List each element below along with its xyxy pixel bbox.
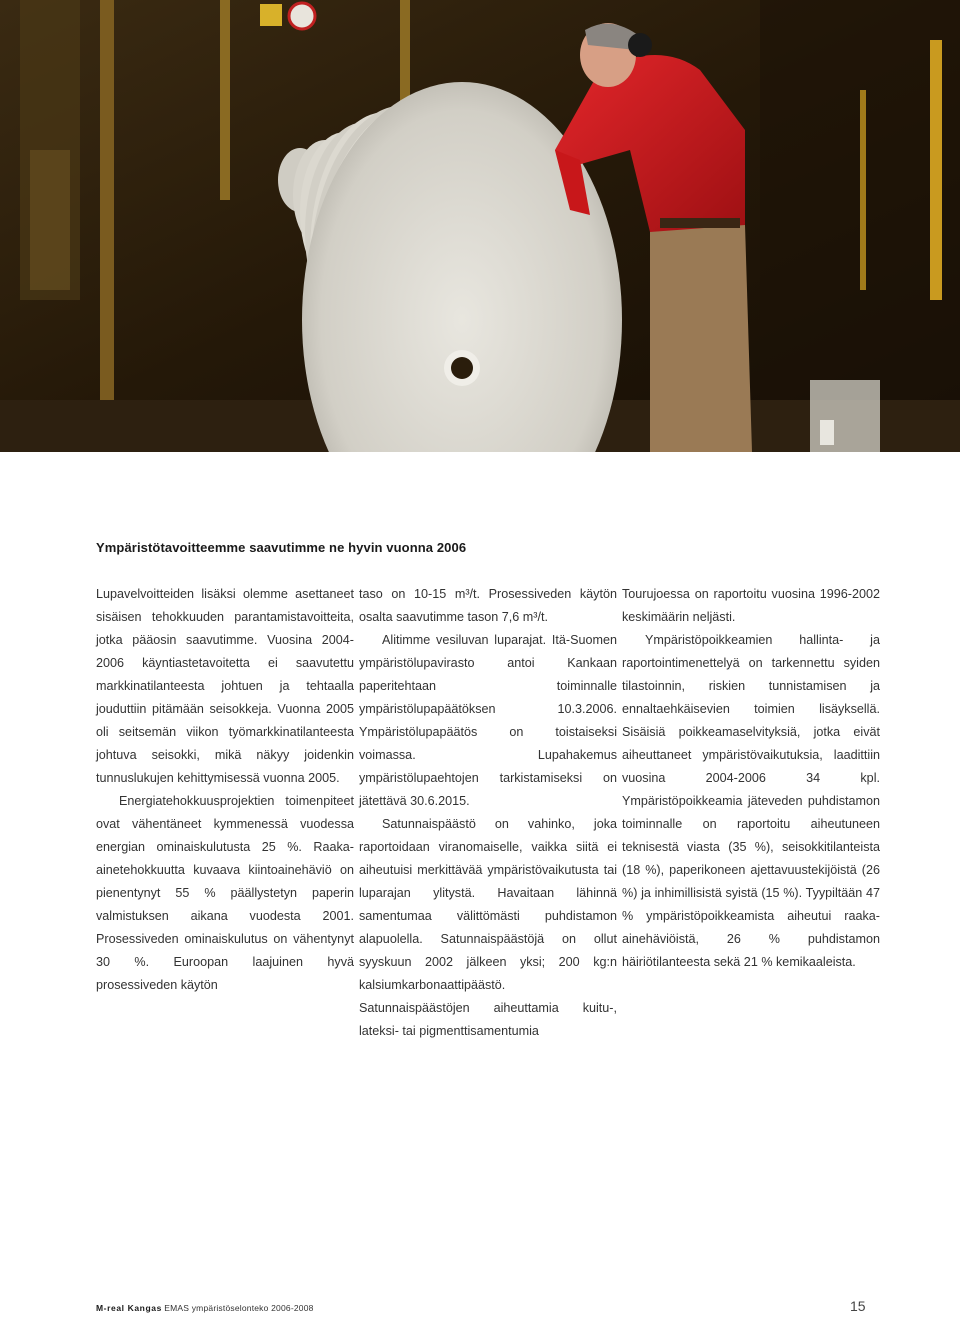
text-column-2: [359, 583, 617, 1043]
paragraph: Alitimme vesiluvan luparajat. Itä-Suomen ympäristölupavirasto antoi Kankaan paperitehtaan toiminnalle ympäristölupapäätöksen 10.3.2006. Ympäristölupapäätös on toistaiseksi voimassa. Lupahakemus ympäristölupaehtojen tarkistamiseksi on jätettävä 30.6.2015.: [359, 633, 617, 808]
cover-photo: [0, 0, 960, 452]
paper-roll-photo-illustration: [0, 0, 960, 452]
paragraph: Lupavelvoitteiden lisäksi olemme asettaneet sisäisen tehokkuuden parantamistavoitteita, jotka pääosin saavutimme. Vuosina 2004-2006 käyntiastetavoitetta ei saavutettu markkinatilanteesta johtuen ja tehtaalla jouduttiin pitämään seisokkeja. Vuonna 2005 oli seitsemän viikon työmarkkinatilanteesta johtuva seisokki, mikä näkyy joidenkin tunnuslukujen kehittymisessä vuonna 2005.: [96, 587, 354, 785]
section-heading: Ympäristötavoitteemme saavutimme ne hyvin vuonna 2006: [96, 540, 467, 555]
brand-name: M-real Kangas: [96, 1303, 162, 1313]
paragraph: Ympäristöpoikkeamien hallinta- ja raportointimenettelyä on tarkennettu syiden tilastoinnin, riskien tunnistamisen ja ennaltaehkäisevien toimien lisäyksellä. Sisäisiä poikkeamaselvityksiä, jotka eivät aiheuttaneet ympäristövaikutuksia, laadittiin vuosina 2004-2006 34 kpl. Ympäristöpoikkeamia jäteveden puhdistamon toiminnalle on raportoitu aiheutuneen teknisestä viasta (35 %), seisokkitilanteista (18 %), paperikoneen ajettavuustekijöistä (26 %) ja inhimillisistä syistä (15 %). Tyypiltään 47 % ympäristöpoikkeamista aiheutui raaka-ainehäviöistä, 26 % puhdistamon häiriötilanteesta sekä 21 % kemikaaleista.: [622, 633, 880, 969]
document-title: EMAS ympäristöselonteko 2006-2008: [164, 1303, 314, 1313]
text-column-3: [622, 583, 880, 974]
paragraph: Energiatehokkuusprojektien toimenpiteet ovat vähentäneet kymmenessä vuodessa energian ominaiskulutusta 25 %. Raaka-ainetehokkuutta kuvaava kiintoainehäviö on pienentynyt 55 % päällystetyn paperin valmistuksen aikana vuodesta 2001. Prosessiveden ominaiskulutus on vähentynyt 30 %. Euroopan laajuinen hyvä prosessiveden käytön: [96, 794, 354, 992]
page-number: 15: [850, 1298, 866, 1314]
text-column-1: [96, 583, 354, 997]
paragraph: Satunnaispäästö on vahinko, joka raportoidaan viranomaiselle, vaikka siitä ei aiheutuisi merkittävää ympäristövaikutusta tai luparajan ylitystä. Havaitaan lähinnä samentumaa välittömästi puhdistamon alapuolella. Satunnaispäästöjä on ollut syyskuun 2002 jälkeen yksi; 200 kg:n kalsiumkarbonaattipäästö. Satunnaispäästöjen aiheuttamia kuitu-, lateksi- tai pigmenttisamentumia: [359, 817, 617, 1038]
paragraph: Tourujoessa on raportoitu vuosina 1996-2002 keskimäärin neljästi.: [622, 587, 880, 624]
footer: [96, 1303, 314, 1313]
paragraph: taso on 10-15 m³/t. Prosessiveden käytön osalta saavutimme tason 7,6 m³/t.: [359, 587, 617, 624]
